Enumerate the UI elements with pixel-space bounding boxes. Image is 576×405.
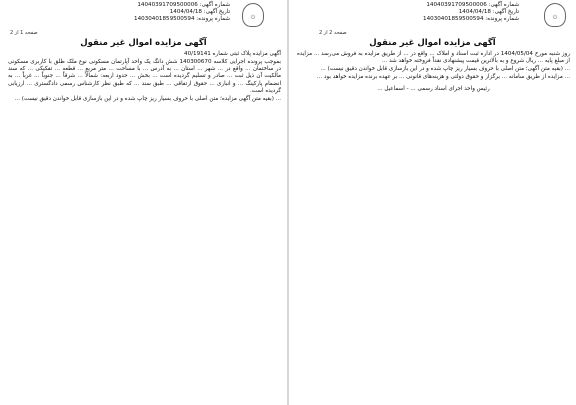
notice-paragraph: بموجب پرونده اجرایی کلاسه 140300670 شش دانگ یک واحد آپارتمان مسکونی نوع ملک طلق با کاربری مسکونی در ساختمان ... واقع در ... شهر ... استان ... به آدرس ... با مساحت ... متر مربع ... قطعه ... تفکیکی ... که سند مالکیت آن ذیل ثبت ... صادر و تسلیم گردیده است ... بخش ... حدود اربعه: شمالاً ... شرقاً ... جنوباً ... غرباً ... به انضمام پارکینگ ... و انباری ... حقوق ارتفاقی ... طبق سند ... که طبق نظر کارشناس رسمی دادگستری ... ارزیابی گردیده است. <box>8 59 281 94</box>
emblem-icon: ۞ <box>242 3 264 27</box>
page-header <box>0 0 287 34</box>
page-2 <box>289 0 576 405</box>
notice-title: آگهی مزایده اموال غیر منقول <box>80 38 207 48</box>
notice-body <box>289 51 576 93</box>
notice-meta-line: شماره پرونده: 14030401859500594 <box>423 16 519 23</box>
emblem-icon: ۞ <box>544 3 566 27</box>
notice-paragraph: ... مزایده از طریق سامانه ... برگزار و حقوق دولتی و هزینه‌های قانونی ... بر عهده برنده مزایده خواهد بود ... <box>316 74 570 81</box>
page-number: صفحه 2 از 2 <box>319 30 347 36</box>
notice-paragraph: روز شنبه مورخ 1404/05/04 در اداره ثبت اسناد و املاک ... واقع در ... از طریق مزایده به فروش می‌رسد ... مزایده از مبلغ پایه ... ریال شروع و به بالاترین قیمت پیشنهادی نقداً فروخته خواهد شد ... <box>297 51 570 65</box>
notice-paragraph: آگهی مزایده پلاک ثبتی شماره 40/19141 <box>184 51 281 57</box>
notice-meta-line: شماره پرونده: 14030401859500594 <box>134 16 230 23</box>
notice-meta-line: شماره آگهی: 14040391709500006 <box>137 2 230 8</box>
signature-line: رئیس واحد اجرای اسناد رسمی ... - اسماعیل ... <box>377 85 490 92</box>
page-number: صفحه 1 از 2 <box>10 30 38 36</box>
notice-meta-line: تاریخ آگهی: 1404/04/18 <box>458 9 519 16</box>
notice-paragraph: ... (بقیه متن آگهی؛ متن اصلی با حروف بسیار ریز چاپ شده و در این بازسازی قابل خواندن دقیق نیست) ... <box>320 66 570 73</box>
notice-title: آگهی مزایده اموال غیر منقول <box>369 38 496 48</box>
notice-meta <box>130 2 230 24</box>
notice-meta-line: شماره آگهی: 14040391709500006 <box>426 2 519 8</box>
notice-paragraph: ... (بقیه متن آگهی مزایده؛ متن اصلی با حروف بسیار ریز چاپ شده و در این بازسازی قابل خواندن دقیق نیست) ... <box>14 95 281 102</box>
notice-meta-line: تاریخ آگهی: 1404/04/18 <box>169 9 230 16</box>
page-header <box>289 0 576 34</box>
notice-body <box>0 51 287 103</box>
notice-meta <box>409 2 519 24</box>
page-1 <box>0 0 287 405</box>
